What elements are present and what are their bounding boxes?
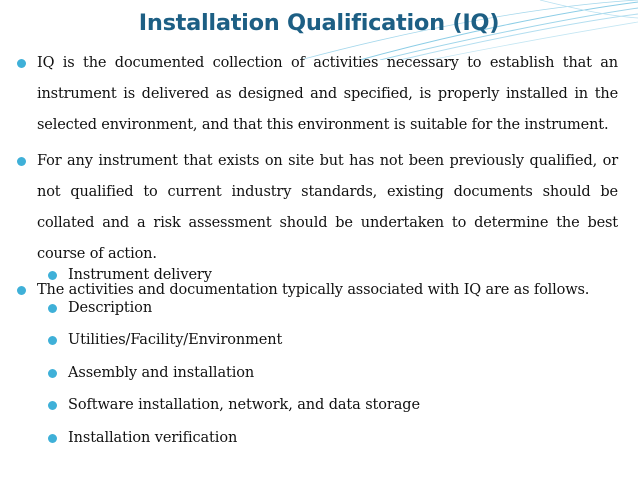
bullet-dot-icon xyxy=(17,286,26,295)
sub-bullet-text: Software installation, network, and data storage xyxy=(68,397,420,414)
sub-bullet-text: Assembly and installation xyxy=(68,364,255,381)
sub-bullet-text: Description xyxy=(68,299,153,316)
sub-bullet-text: Installation verification xyxy=(68,429,238,446)
bullet-dot-icon xyxy=(48,304,57,313)
sub-bullet-item xyxy=(48,389,420,422)
bullet-dot-icon xyxy=(48,336,57,345)
bullet-dot-icon xyxy=(48,271,57,280)
sub-bullet-item xyxy=(48,357,420,390)
sub-bullet-item xyxy=(48,292,420,325)
bullet-dot-icon xyxy=(48,369,57,378)
bullet-dot-icon xyxy=(48,434,57,443)
bullet-dot-icon xyxy=(48,401,57,410)
sub-bullet-item xyxy=(48,324,420,357)
bullet-text: The activities and documentation typically associated with IQ are as follows. xyxy=(37,282,590,298)
sub-bullet-text: Utilities/Facility/Environment xyxy=(68,332,283,349)
bullet-item xyxy=(16,146,618,270)
sub-bullet-item xyxy=(48,259,420,292)
bullet-item xyxy=(16,48,618,141)
sub-bullet-item xyxy=(48,422,420,455)
bullet-dot-icon xyxy=(17,59,26,68)
bullet-dot-icon xyxy=(17,157,26,166)
bullet-text: IQ is the documented collection of activities necessary to establish that an instrument is delivered as designed and specified, is properly installed in the selected environment, and that this environment is suitable for the instrument. xyxy=(37,55,618,133)
sub-bullet-text: Instrument delivery xyxy=(68,267,212,283)
sub-bullet-list xyxy=(48,259,420,455)
bullet-text: For any instrument that exists on site but has not been previously qualified, or not qualified to current industry standards, existing documents should be collated and a risk assessment should be undertaken to determine the best course of action. xyxy=(37,153,618,262)
slide-title: Installation Qualification (IQ) xyxy=(138,10,500,36)
